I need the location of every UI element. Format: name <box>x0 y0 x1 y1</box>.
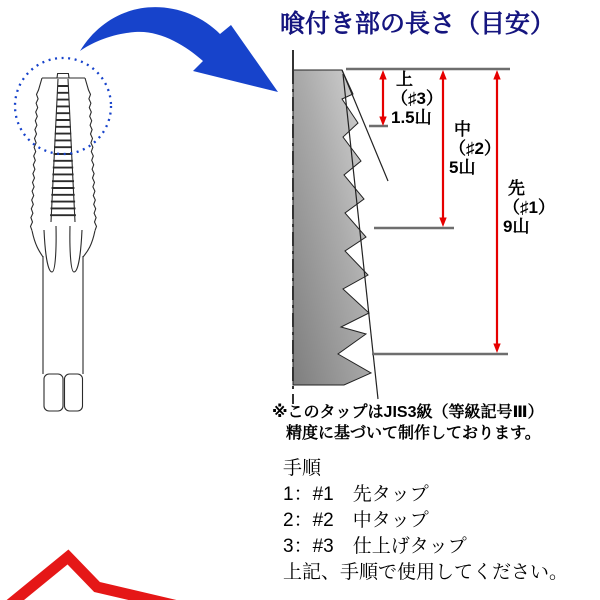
procedure-step-2: 2：#2 中タップ <box>283 510 429 531</box>
measurement-tap-number: （♯2） <box>449 139 501 158</box>
measurement-tap-number: （♯3） <box>391 89 443 108</box>
tap-illustration <box>30 74 96 412</box>
measurement-name: 中 <box>454 120 471 139</box>
procedure-heading: 手順 <box>283 458 322 479</box>
page-title: 喰付き部の長さ（目安） <box>280 10 556 38</box>
usage-procedure <box>283 456 568 586</box>
measurement-tap-number: （♯1） <box>503 198 555 217</box>
measurement-name: 上 <box>396 70 413 89</box>
measurement-thread-count: 1.5山 <box>391 108 432 127</box>
note-line-2: 精度に基づいて制作しております。 <box>286 425 541 442</box>
blue-curved-arrow-icon <box>80 7 278 92</box>
measurement-thread-count: 5山 <box>449 158 476 177</box>
procedure-step-3: 3：#3 仕上げタップ <box>283 536 467 557</box>
measurement-label-top <box>391 70 443 127</box>
measurement-label-tip <box>503 179 555 236</box>
note-line-1: ※このタップはJIS3級（等級記号Ⅲ） <box>272 404 544 421</box>
red-logo-fragment <box>8 557 178 600</box>
procedure-step-1: 1：#1 先タップ <box>283 484 429 505</box>
measurement-name: 先 <box>508 179 525 198</box>
jis-accuracy-note <box>272 402 544 444</box>
measurement-thread-count: 9山 <box>503 217 530 236</box>
measurement-label-middle <box>449 120 501 177</box>
procedure-footer: 上記、手順で使用してください。 <box>283 562 569 583</box>
